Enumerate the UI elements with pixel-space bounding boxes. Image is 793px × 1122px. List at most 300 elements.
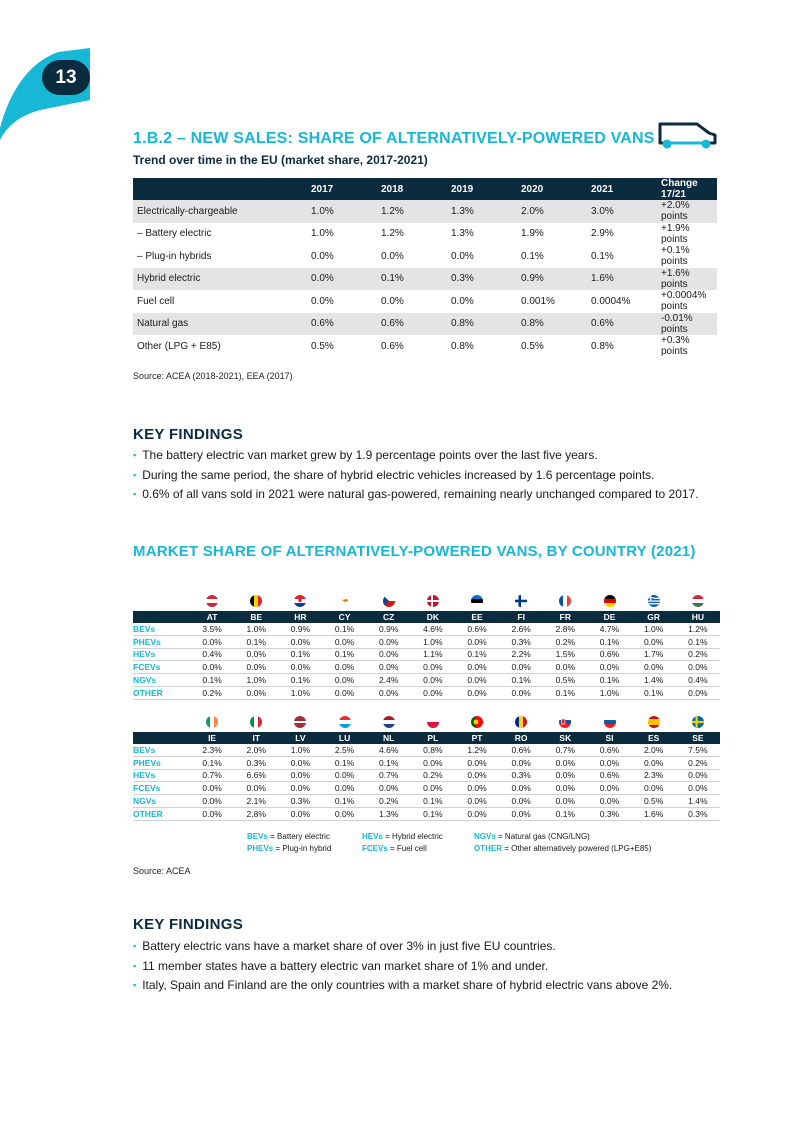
- flag-cell: [278, 592, 322, 610]
- flag-row: [190, 713, 720, 731]
- share-value: 2.8%: [543, 623, 587, 635]
- country-code: FI: [499, 611, 543, 623]
- country-code: PT: [455, 732, 499, 744]
- share-value: 2.0%: [234, 744, 278, 756]
- flag-cell: [676, 713, 720, 731]
- cell-value: +1.9% points: [661, 222, 690, 245]
- share-value: 0.0%: [587, 661, 631, 674]
- share-value: 0.0%: [190, 807, 234, 820]
- share-value: 1.0%: [234, 674, 278, 687]
- flag-cell: [588, 592, 632, 610]
- market-share-title: MARKET SHARE OF ALTERNATIVELY-POWERED VANS, BY COUNTRY (2021): [133, 543, 696, 560]
- share-value: 2.1%: [234, 795, 278, 808]
- share-value: 0.3%: [499, 635, 543, 648]
- cell-value: 0.0%: [311, 250, 334, 262]
- country-code: DK: [411, 611, 455, 623]
- share-value: 0.0%: [234, 686, 278, 699]
- country-code: IE: [190, 732, 234, 744]
- share-value: 2.3%: [632, 769, 676, 782]
- row-label: Other (LPG + E85): [137, 340, 221, 352]
- share-value: 0.0%: [455, 661, 499, 674]
- share-value: 0.3%: [234, 756, 278, 769]
- share-value: 0.0%: [676, 661, 720, 674]
- share-value: 0.6%: [587, 648, 631, 661]
- trend-row: [133, 245, 717, 268]
- share-value: 0.6%: [587, 769, 631, 782]
- share-value: 0.8%: [411, 744, 455, 756]
- share-value: 0.2%: [411, 769, 455, 782]
- cell-value: 1.0%: [311, 228, 334, 240]
- trend-row: [133, 290, 717, 313]
- share-value: 1.0%: [587, 686, 631, 699]
- country-row: [133, 648, 720, 661]
- powertrain-label: FCEVs: [133, 782, 190, 795]
- trend-row: [133, 268, 717, 291]
- flag-ro-icon: [515, 716, 527, 728]
- share-value: 0.1%: [322, 623, 366, 635]
- flag-cell: [499, 592, 543, 610]
- flag-be-icon: [250, 595, 262, 607]
- cell-value: 0.1%: [377, 268, 447, 291]
- share-value: 0.3%: [587, 807, 631, 820]
- share-value: 1.3%: [367, 807, 411, 820]
- cell-value: 0.6%: [587, 313, 657, 336]
- country-code: NL: [367, 732, 411, 744]
- powertrain-label: OTHER: [133, 686, 190, 699]
- row-label: – Plug-in hybrids: [137, 250, 212, 262]
- share-value: 0.0%: [455, 686, 499, 699]
- share-value: 7.5%: [676, 744, 720, 756]
- share-value: 1.7%: [632, 648, 676, 661]
- cell-value: 2.9%: [591, 228, 614, 240]
- source-note: Source: ACEA (2018-2021), EEA (2017): [133, 371, 293, 381]
- cell-value: 0.8%: [591, 340, 614, 352]
- share-value: 4.6%: [411, 623, 455, 635]
- cell-value: 0.9%: [517, 268, 587, 291]
- country-code: SK: [543, 732, 587, 744]
- flag-fi-icon: [515, 595, 527, 607]
- trend-row: [133, 335, 717, 358]
- share-value: 0.0%: [543, 769, 587, 782]
- cell-value: 0.0%: [307, 268, 377, 291]
- trend-header-row: [133, 178, 717, 200]
- share-value: 4.7%: [587, 623, 631, 635]
- share-value: 0.0%: [278, 807, 322, 820]
- share-value: 1.0%: [278, 686, 322, 699]
- share-value: 0.6%: [587, 744, 631, 756]
- trend-header: Change 17/21: [657, 178, 717, 200]
- flag-hu-icon: [692, 595, 704, 607]
- powertrain-label: BEVs: [133, 744, 190, 756]
- flag-cell: [543, 592, 587, 610]
- flag-lu-icon: [339, 716, 351, 728]
- trend-header: 2021: [587, 178, 657, 200]
- share-value: 0.0%: [499, 661, 543, 674]
- key-findings-title: KEY FINDINGS: [133, 426, 244, 443]
- share-value: 0.1%: [322, 795, 366, 808]
- cell-value: 0.3%: [447, 268, 517, 291]
- share-value: 0.0%: [676, 782, 720, 795]
- share-value: 0.1%: [411, 807, 455, 820]
- van-icon: [657, 120, 721, 150]
- powertrain-label: NGVs: [133, 795, 190, 808]
- cell-value: 0.6%: [381, 340, 404, 352]
- share-value: 0.0%: [367, 782, 411, 795]
- share-value: 0.0%: [632, 661, 676, 674]
- flag-cell: [367, 713, 411, 731]
- flag-se-icon: [692, 716, 704, 728]
- share-value: 0.0%: [367, 635, 411, 648]
- key-finding: ▪ 0.6% of all vans sold in 2021 were natural gas-powered, remaining nearly unchanged compared to 2017.: [133, 485, 699, 505]
- share-value: 0.2%: [367, 795, 411, 808]
- country-row: [133, 807, 720, 820]
- flag-cell: [367, 592, 411, 610]
- powertrain-label: PHEVs: [133, 756, 190, 769]
- cell-value: 0.5%: [311, 340, 334, 352]
- cell-value: 1.0%: [307, 200, 377, 223]
- trend-header: 2020: [517, 178, 587, 200]
- share-value: 0.0%: [234, 648, 278, 661]
- flag-pt-icon: [471, 716, 483, 728]
- country-code: AT: [190, 611, 234, 623]
- share-value: 0.3%: [499, 769, 543, 782]
- country-code: ES: [632, 732, 676, 744]
- share-value: 0.0%: [190, 661, 234, 674]
- share-value: 0.0%: [455, 769, 499, 782]
- share-value: 0.0%: [411, 674, 455, 687]
- flag-cell: [190, 592, 234, 610]
- share-value: 1.2%: [676, 623, 720, 635]
- share-value: 0.0%: [234, 782, 278, 795]
- cell-value: 0.5%: [521, 340, 544, 352]
- flag-cell: [323, 592, 367, 610]
- share-value: 4.6%: [367, 744, 411, 756]
- country-row: [133, 769, 720, 782]
- share-value: 0.1%: [499, 674, 543, 687]
- key-finding: ▪ Italy, Spain and Finland are the only countries with a market share of hybrid electric vans above 2%.: [133, 976, 672, 996]
- share-value: 0.6%: [455, 623, 499, 635]
- share-value: 0.0%: [499, 756, 543, 769]
- flag-cell: [411, 713, 455, 731]
- country-table-1: [133, 611, 720, 700]
- powertrain-label: FCEVs: [133, 661, 190, 674]
- flag-cy-icon: [339, 595, 351, 607]
- share-value: 0.0%: [322, 782, 366, 795]
- flag-cell: [190, 713, 234, 731]
- flag-pl-icon: [427, 716, 439, 728]
- flag-sk-icon: [559, 716, 571, 728]
- country-code: RO: [499, 732, 543, 744]
- share-value: 0.0%: [632, 635, 676, 648]
- share-value: 1.0%: [234, 623, 278, 635]
- powertrain-label: HEVs: [133, 648, 190, 661]
- cell-value: 1.3%: [451, 228, 474, 240]
- share-value: 1.2%: [455, 744, 499, 756]
- share-value: 0.3%: [676, 807, 720, 820]
- row-label: – Battery electric: [137, 228, 212, 240]
- cell-value: 0.6%: [307, 313, 377, 336]
- flag-lv-icon: [294, 716, 306, 728]
- cell-value: -0.01% points: [657, 313, 717, 336]
- share-value: 0.0%: [543, 661, 587, 674]
- section-subtitle: Trend over time in the EU (market share, 2017-2021): [133, 153, 428, 167]
- cell-value: 1.3%: [447, 200, 517, 223]
- share-value: 0.4%: [676, 674, 720, 687]
- trend-row: [133, 313, 717, 336]
- country-code: LV: [278, 732, 322, 744]
- legend-entry: FCEVs = Fuel cell: [362, 844, 427, 853]
- share-value: 0.0%: [322, 807, 366, 820]
- share-value: 0.6%: [499, 744, 543, 756]
- row-label: Fuel cell: [137, 295, 175, 307]
- flag-cell: [323, 713, 367, 731]
- share-value: 2.5%: [322, 744, 366, 756]
- country-row: [133, 623, 720, 635]
- cell-value: 0.1%: [521, 250, 544, 262]
- row-label: Natural gas: [133, 313, 307, 336]
- key-findings-list: [133, 937, 672, 996]
- share-value: 0.0%: [411, 686, 455, 699]
- share-value: 0.0%: [322, 686, 366, 699]
- share-value: 0.7%: [367, 769, 411, 782]
- share-value: 0.4%: [190, 648, 234, 661]
- flag-cell: [676, 592, 720, 610]
- share-value: 0.1%: [278, 674, 322, 687]
- trend-row: [133, 200, 717, 223]
- share-value: 0.0%: [587, 782, 631, 795]
- flag-cell: [278, 713, 322, 731]
- flag-cell: [632, 592, 676, 610]
- cell-value: 0.8%: [447, 313, 517, 336]
- powertrain-label: NGVs: [133, 674, 190, 687]
- share-value: 0.0%: [543, 782, 587, 795]
- key-finding: ▪ 11 member states have a battery electric van market share of 1% and under.: [133, 957, 672, 977]
- share-value: 0.0%: [632, 782, 676, 795]
- cell-value: 0.0%: [451, 250, 474, 262]
- flag-cell: [455, 713, 499, 731]
- share-value: 0.9%: [278, 623, 322, 635]
- share-value: 0.0%: [278, 661, 322, 674]
- country-code: GR: [632, 611, 676, 623]
- share-value: 0.0%: [322, 635, 366, 648]
- country-row: [133, 744, 720, 756]
- flag-cell: [543, 713, 587, 731]
- share-value: 0.0%: [587, 795, 631, 808]
- flag-row: [190, 592, 720, 610]
- share-value: 1.0%: [411, 635, 455, 648]
- share-value: 0.0%: [499, 686, 543, 699]
- share-value: 0.0%: [455, 807, 499, 820]
- powertrain-label: HEVs: [133, 769, 190, 782]
- cell-value: +0.3% points: [661, 335, 690, 358]
- share-value: 0.0%: [455, 782, 499, 795]
- country-row: [133, 674, 720, 687]
- cell-value: 2.0%: [517, 200, 587, 223]
- share-value: 2.0%: [632, 744, 676, 756]
- key-finding: ▪ During the same period, the share of hybrid electric vehicles increased by 1.6 percentage points.: [133, 466, 699, 486]
- share-value: 0.2%: [676, 648, 720, 661]
- share-value: 0.3%: [278, 795, 322, 808]
- share-value: 0.0%: [455, 674, 499, 687]
- flag-cell: [588, 713, 632, 731]
- powertrain-label: OTHER: [133, 807, 190, 820]
- country-code: IT: [234, 732, 278, 744]
- share-value: 0.0%: [676, 686, 720, 699]
- page-number: 13: [42, 60, 90, 95]
- flag-si-icon: [604, 716, 616, 728]
- share-value: 0.0%: [632, 756, 676, 769]
- cell-value: 1.2%: [381, 228, 404, 240]
- cell-value: +0.0004% points: [661, 290, 707, 313]
- flag-cell: [455, 592, 499, 610]
- flag-es-icon: [648, 716, 660, 728]
- share-value: 0.0%: [411, 756, 455, 769]
- key-finding: ▪ The battery electric van market grew by 1.9 percentage points over the last five years.: [133, 446, 699, 466]
- flag-cell: [234, 592, 278, 610]
- legend-entry: HEVs = Hybrid electric: [362, 832, 443, 841]
- flag-it-icon: [250, 716, 262, 728]
- share-value: 0.1%: [543, 807, 587, 820]
- trend-table: [133, 178, 717, 358]
- share-value: 0.7%: [543, 744, 587, 756]
- share-value: 0.0%: [278, 782, 322, 795]
- share-value: 0.1%: [190, 674, 234, 687]
- share-value: 0.5%: [632, 795, 676, 808]
- key-findings-title: KEY FINDINGS: [133, 916, 244, 933]
- share-value: 1.0%: [278, 744, 322, 756]
- trend-header: 2017: [307, 178, 377, 200]
- share-value: 0.0%: [499, 795, 543, 808]
- share-value: 1.4%: [676, 795, 720, 808]
- share-value: 0.0%: [190, 635, 234, 648]
- share-value: 0.0%: [455, 756, 499, 769]
- share-value: 0.2%: [543, 635, 587, 648]
- share-value: 2.8%: [234, 807, 278, 820]
- share-value: 0.1%: [411, 795, 455, 808]
- share-value: 0.1%: [587, 674, 631, 687]
- row-label: Hybrid electric: [133, 268, 307, 291]
- country-row: [133, 635, 720, 648]
- trend-header: [133, 178, 307, 200]
- flag-at-icon: [206, 595, 218, 607]
- share-value: 0.0%: [278, 635, 322, 648]
- country-row: [133, 661, 720, 674]
- share-value: 0.0%: [411, 661, 455, 674]
- cell-value: 0.0%: [381, 295, 404, 307]
- share-value: 0.0%: [278, 769, 322, 782]
- share-value: 0.1%: [190, 756, 234, 769]
- key-finding: ▪ Battery electric vans have a market share of over 3% in just five EU countries.: [133, 937, 672, 957]
- share-value: 0.9%: [367, 623, 411, 635]
- flag-fr-icon: [559, 595, 571, 607]
- share-value: 0.0%: [455, 635, 499, 648]
- flag-de-icon: [604, 595, 616, 607]
- share-value: 0.1%: [234, 635, 278, 648]
- share-value: 2.4%: [367, 674, 411, 687]
- country-code: FR: [543, 611, 587, 623]
- share-value: 0.0%: [367, 686, 411, 699]
- cell-value: +2.0% points: [657, 200, 717, 223]
- cell-value: +0.1% points: [661, 245, 690, 268]
- share-value: 0.1%: [322, 756, 366, 769]
- share-value: 2.3%: [190, 744, 234, 756]
- share-value: 0.0%: [499, 807, 543, 820]
- flag-gr-icon: [648, 595, 660, 607]
- trend-header: 2019: [447, 178, 517, 200]
- trend-row: [133, 223, 717, 246]
- cell-value: 1.9%: [521, 228, 544, 240]
- cell-value: 1.2%: [377, 200, 447, 223]
- source-note: Source: ACEA: [133, 866, 191, 876]
- share-value: 0.1%: [676, 635, 720, 648]
- cell-value: 0.8%: [517, 313, 587, 336]
- flag-ee-icon: [471, 595, 483, 607]
- flag-cell: [499, 713, 543, 731]
- share-value: 0.1%: [367, 756, 411, 769]
- flag-dk-icon: [427, 595, 439, 607]
- flag-cell: [234, 713, 278, 731]
- share-value: 0.1%: [543, 686, 587, 699]
- cell-value: 0.0%: [311, 295, 334, 307]
- powertrain-label: BEVs: [133, 623, 190, 635]
- country-code: LU: [322, 732, 366, 744]
- legend-entry: NGVs = Natural gas (CNG/LNG): [474, 832, 590, 841]
- legend-entry: PHEVs = Plug-in hybrid: [247, 844, 332, 853]
- legend-entry: OTHER = Other alternatively powered (LPG+E85): [474, 844, 652, 853]
- cell-value: 0.0004%: [591, 295, 631, 307]
- share-value: 6.6%: [234, 769, 278, 782]
- cell-value: +1.6% points: [657, 268, 717, 291]
- country-code: BE: [234, 611, 278, 623]
- share-value: 1.0%: [632, 623, 676, 635]
- flag-cell: [411, 592, 455, 610]
- country-code: HR: [278, 611, 322, 623]
- country-row: [133, 782, 720, 795]
- country-row: [133, 686, 720, 699]
- share-value: 0.0%: [190, 782, 234, 795]
- trend-header: 2018: [377, 178, 447, 200]
- share-value: 0.0%: [322, 661, 366, 674]
- share-value: 0.0%: [322, 674, 366, 687]
- share-value: 0.0%: [234, 661, 278, 674]
- cell-value: 0.1%: [591, 250, 614, 262]
- share-value: 0.0%: [455, 795, 499, 808]
- share-value: 0.2%: [676, 756, 720, 769]
- share-value: 0.0%: [499, 782, 543, 795]
- country-code: HU: [676, 611, 720, 623]
- cell-value: 0.6%: [377, 313, 447, 336]
- share-value: 0.0%: [367, 648, 411, 661]
- share-value: 0.0%: [676, 769, 720, 782]
- share-value: 0.0%: [543, 756, 587, 769]
- share-value: 0.5%: [543, 674, 587, 687]
- share-value: 0.7%: [190, 769, 234, 782]
- country-code: PL: [411, 732, 455, 744]
- share-value: 0.1%: [322, 648, 366, 661]
- share-value: 3.5%: [190, 623, 234, 635]
- country-code: CY: [322, 611, 366, 623]
- share-value: 1.5%: [543, 648, 587, 661]
- country-code: DE: [587, 611, 631, 623]
- share-value: 1.6%: [632, 807, 676, 820]
- cell-value: 1.6%: [587, 268, 657, 291]
- share-value: 0.0%: [411, 782, 455, 795]
- share-value: 0.0%: [543, 795, 587, 808]
- cell-value: 0.0%: [381, 250, 404, 262]
- flag-cell: [632, 713, 676, 731]
- share-value: 0.1%: [278, 648, 322, 661]
- country-table-2: [133, 732, 720, 821]
